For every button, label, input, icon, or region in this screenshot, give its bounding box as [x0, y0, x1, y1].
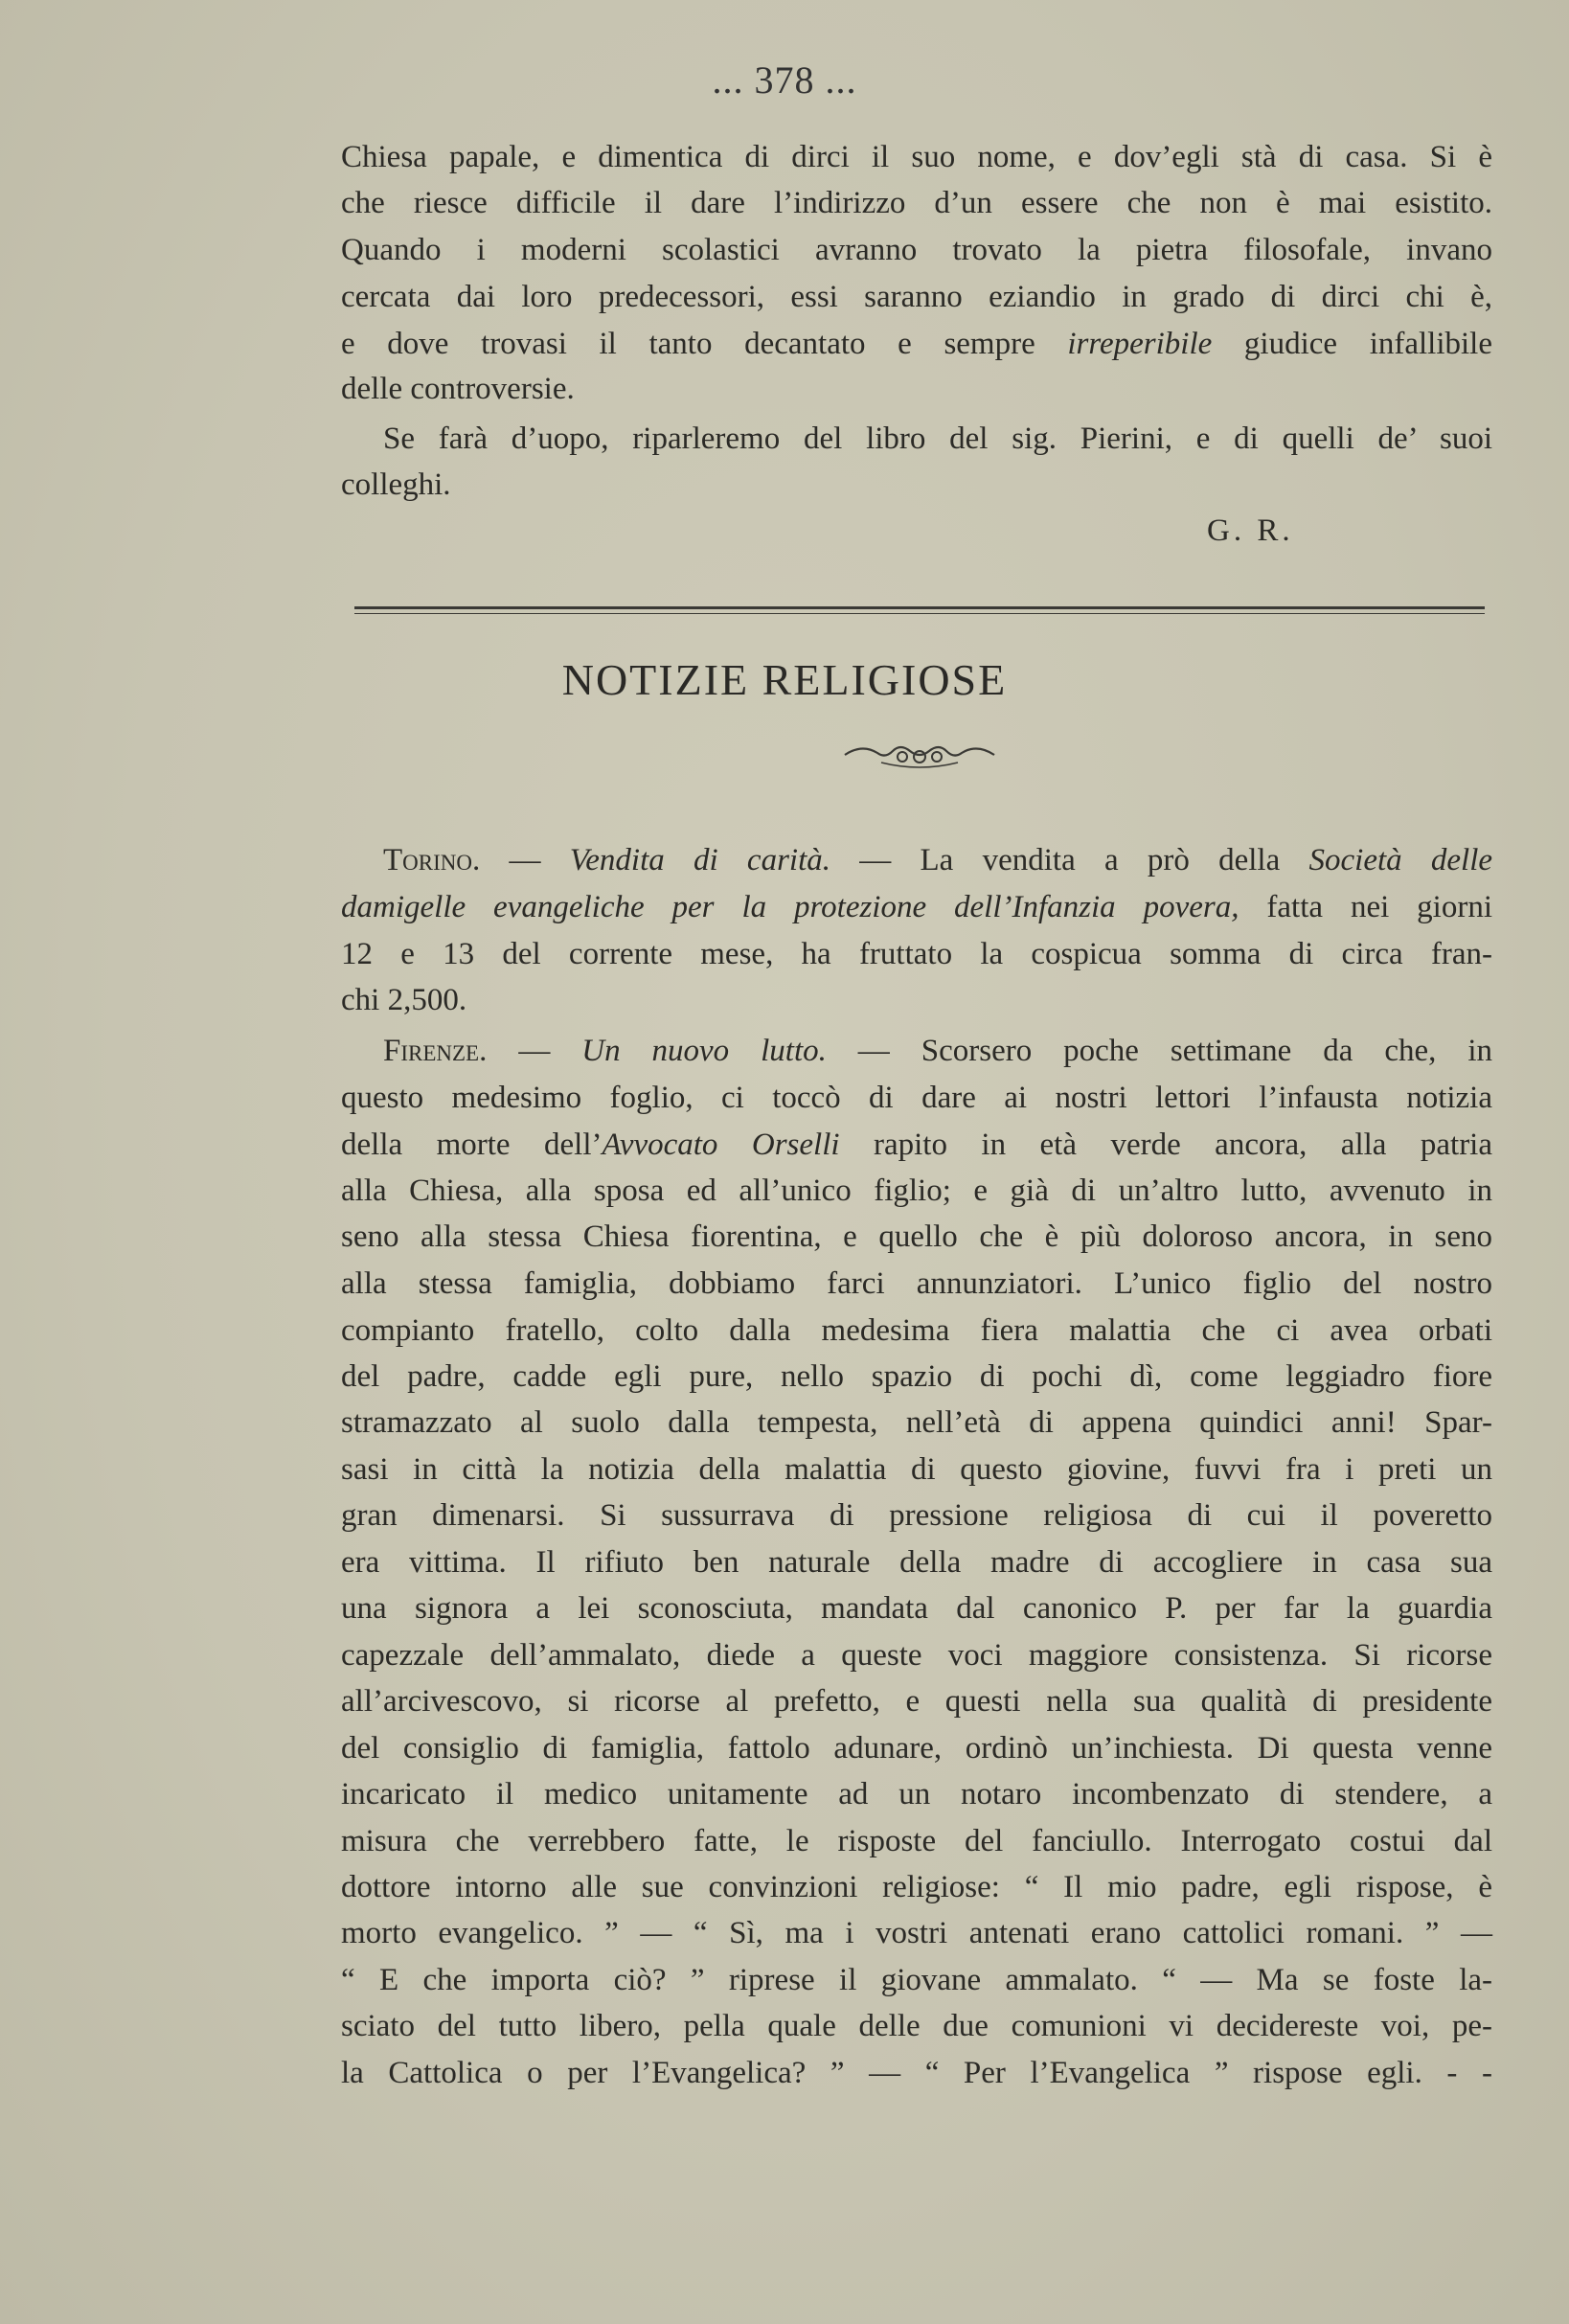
news-firenze-line: sasi in città la notizia della malattia di questo giovine, fuvvi fra i preti un — [341, 1452, 1492, 1487]
news-firenze-line: alla stessa famiglia, dobbiamo farci annunziatori. L’unico figlio del nostro — [341, 1266, 1492, 1301]
news-firenze-line: misura che verrebbero fatte, le risposte del fanciullo. Interrogato costui dal — [341, 1824, 1492, 1858]
news-firenze-line: sciato del tutto libero, pella quale delle due comunioni vi decidereste voi, pe- — [341, 2009, 1492, 2043]
news-firenze-line: all’arcivescovo, si ricorse al prefetto, e questi nella sua qualità di presidente — [341, 1684, 1492, 1719]
news-firenze-line: stramazzato al suolo dalla tempesta, nell’età di appena quindici anni! Spar- — [341, 1405, 1492, 1440]
review-line: Se farà d’uopo, riparleremo del libro del sig. Pierini, e di quelli de’ suoi — [383, 422, 1492, 456]
news-firenze-line: del consiglio di famiglia, fattolo adunare, ordinò un’inchiesta. Di questa venne — [341, 1731, 1492, 1766]
news-firenze-line: dottore intorno alle sue convinzioni religiose: “ Il mio padre, egli rispose, è — [341, 1870, 1492, 1904]
review-line: delle controversie. — [341, 372, 575, 406]
news-title: Vendita di carità. — [569, 843, 831, 877]
signature: G. R. — [1207, 513, 1294, 548]
review-line: colleghi. — [341, 467, 451, 502]
divider-rule-thin — [354, 613, 1485, 614]
person-name: Avvocato Orselli — [602, 1128, 840, 1162]
news-firenze-line: incaricato il medico unitamente ad un notaro incombenzato di stendere, a — [341, 1777, 1492, 1811]
place-name: Torino. — [383, 843, 481, 877]
news-firenze-line: la Cattolica o per l’Evangelica? ” — “ Per l’Evangelica ” rispose egli. - - — [341, 2056, 1492, 2090]
italic-word: irreperibile — [1067, 327, 1213, 361]
news-firenze-line: compianto fratello, colto dalla medesima fiera malattia che ci avea orbati — [341, 1313, 1492, 1348]
news-firenze-line: “ E che importa ciò? ” riprese il giovane ammalato. “ — Ma se foste la- — [341, 1963, 1492, 1997]
fleuron-ornament-icon — [843, 738, 996, 772]
news-torino-line: 12 e 13 del corrente mese, ha fruttato la cospicua somma di circa fran- — [341, 937, 1492, 971]
review-line: cercata dai loro predecessori, essi saranno eziandio in grado di dirci chi è, — [341, 280, 1492, 314]
section-title: NOTIZIE RELIGIOSE — [561, 655, 1008, 704]
news-firenze-line: gran dimenarsi. Si sussurrava di pressione religiosa di cui il poveretto — [341, 1498, 1492, 1533]
review-line: e dove trovasi il tanto decantato e sempre irreperibile giudice infallibile — [341, 327, 1492, 361]
news-firenze-line: Firenze. — Un nuovo lutto. — Scorsero poche settimane da che, in — [383, 1034, 1492, 1068]
divider-rule — [354, 606, 1485, 609]
news-firenze-line: questo medesimo foglio, ci toccò di dare ai nostri lettori l’infausta notizia — [341, 1081, 1492, 1115]
news-firenze-line: era vittima. Il rifiuto ben naturale della madre di accogliere in casa sua — [341, 1545, 1492, 1580]
news-firenze-line: seno alla stessa Chiesa fiorentina, e quello che è più doloroso ancora, in seno — [341, 1219, 1492, 1254]
news-firenze-line: del padre, cadde egli pure, nello spazio di pochi dì, come leggiadro fiore — [341, 1359, 1492, 1394]
news-title: Un nuovo lutto. — [581, 1034, 827, 1068]
news-firenze-line: capezzale dell’ammalato, diede a queste voci maggiore consistenza. Si ricorse — [341, 1638, 1492, 1673]
page-number: ... 378 ... — [712, 58, 857, 102]
review-line: Chiesa papale, e dimentica di dirci il suo nome, e dov’egli stà di casa. Si è — [341, 140, 1492, 174]
news-firenze-line: una signora a lei sconosciuta, mandata dal canonico P. per far la guardia — [341, 1591, 1492, 1626]
news-firenze-line: morto evangelico. ” — “ Sì, ma i vostri antenati erano cattolici romani. ” — — [341, 1916, 1492, 1950]
place-name: Firenze. — [383, 1034, 488, 1068]
review-line: Quando i moderni scolastici avranno trovato la pietra filosofale, invano — [341, 233, 1492, 267]
news-firenze-line: alla Chiesa, alla sposa ed all’unico figlio; e già di un’altro lutto, avvenuto in — [341, 1173, 1492, 1208]
news-torino-line: damigelle evangeliche per la protezione dell’Infanzia povera, fatta nei giorni — [341, 890, 1492, 924]
news-torino-line: chi 2,500. — [341, 983, 467, 1017]
review-line: che riesce difficile il dare l’indirizzo d’un essere che non è mai esistito. — [341, 186, 1492, 220]
news-firenze-line: della morte dell’Avvocato Orselli rapito in età verde ancora, alla patria — [341, 1128, 1492, 1162]
news-torino-line: Torino. — Vendita di carità. — La vendita a prò della Società delle — [383, 843, 1493, 877]
